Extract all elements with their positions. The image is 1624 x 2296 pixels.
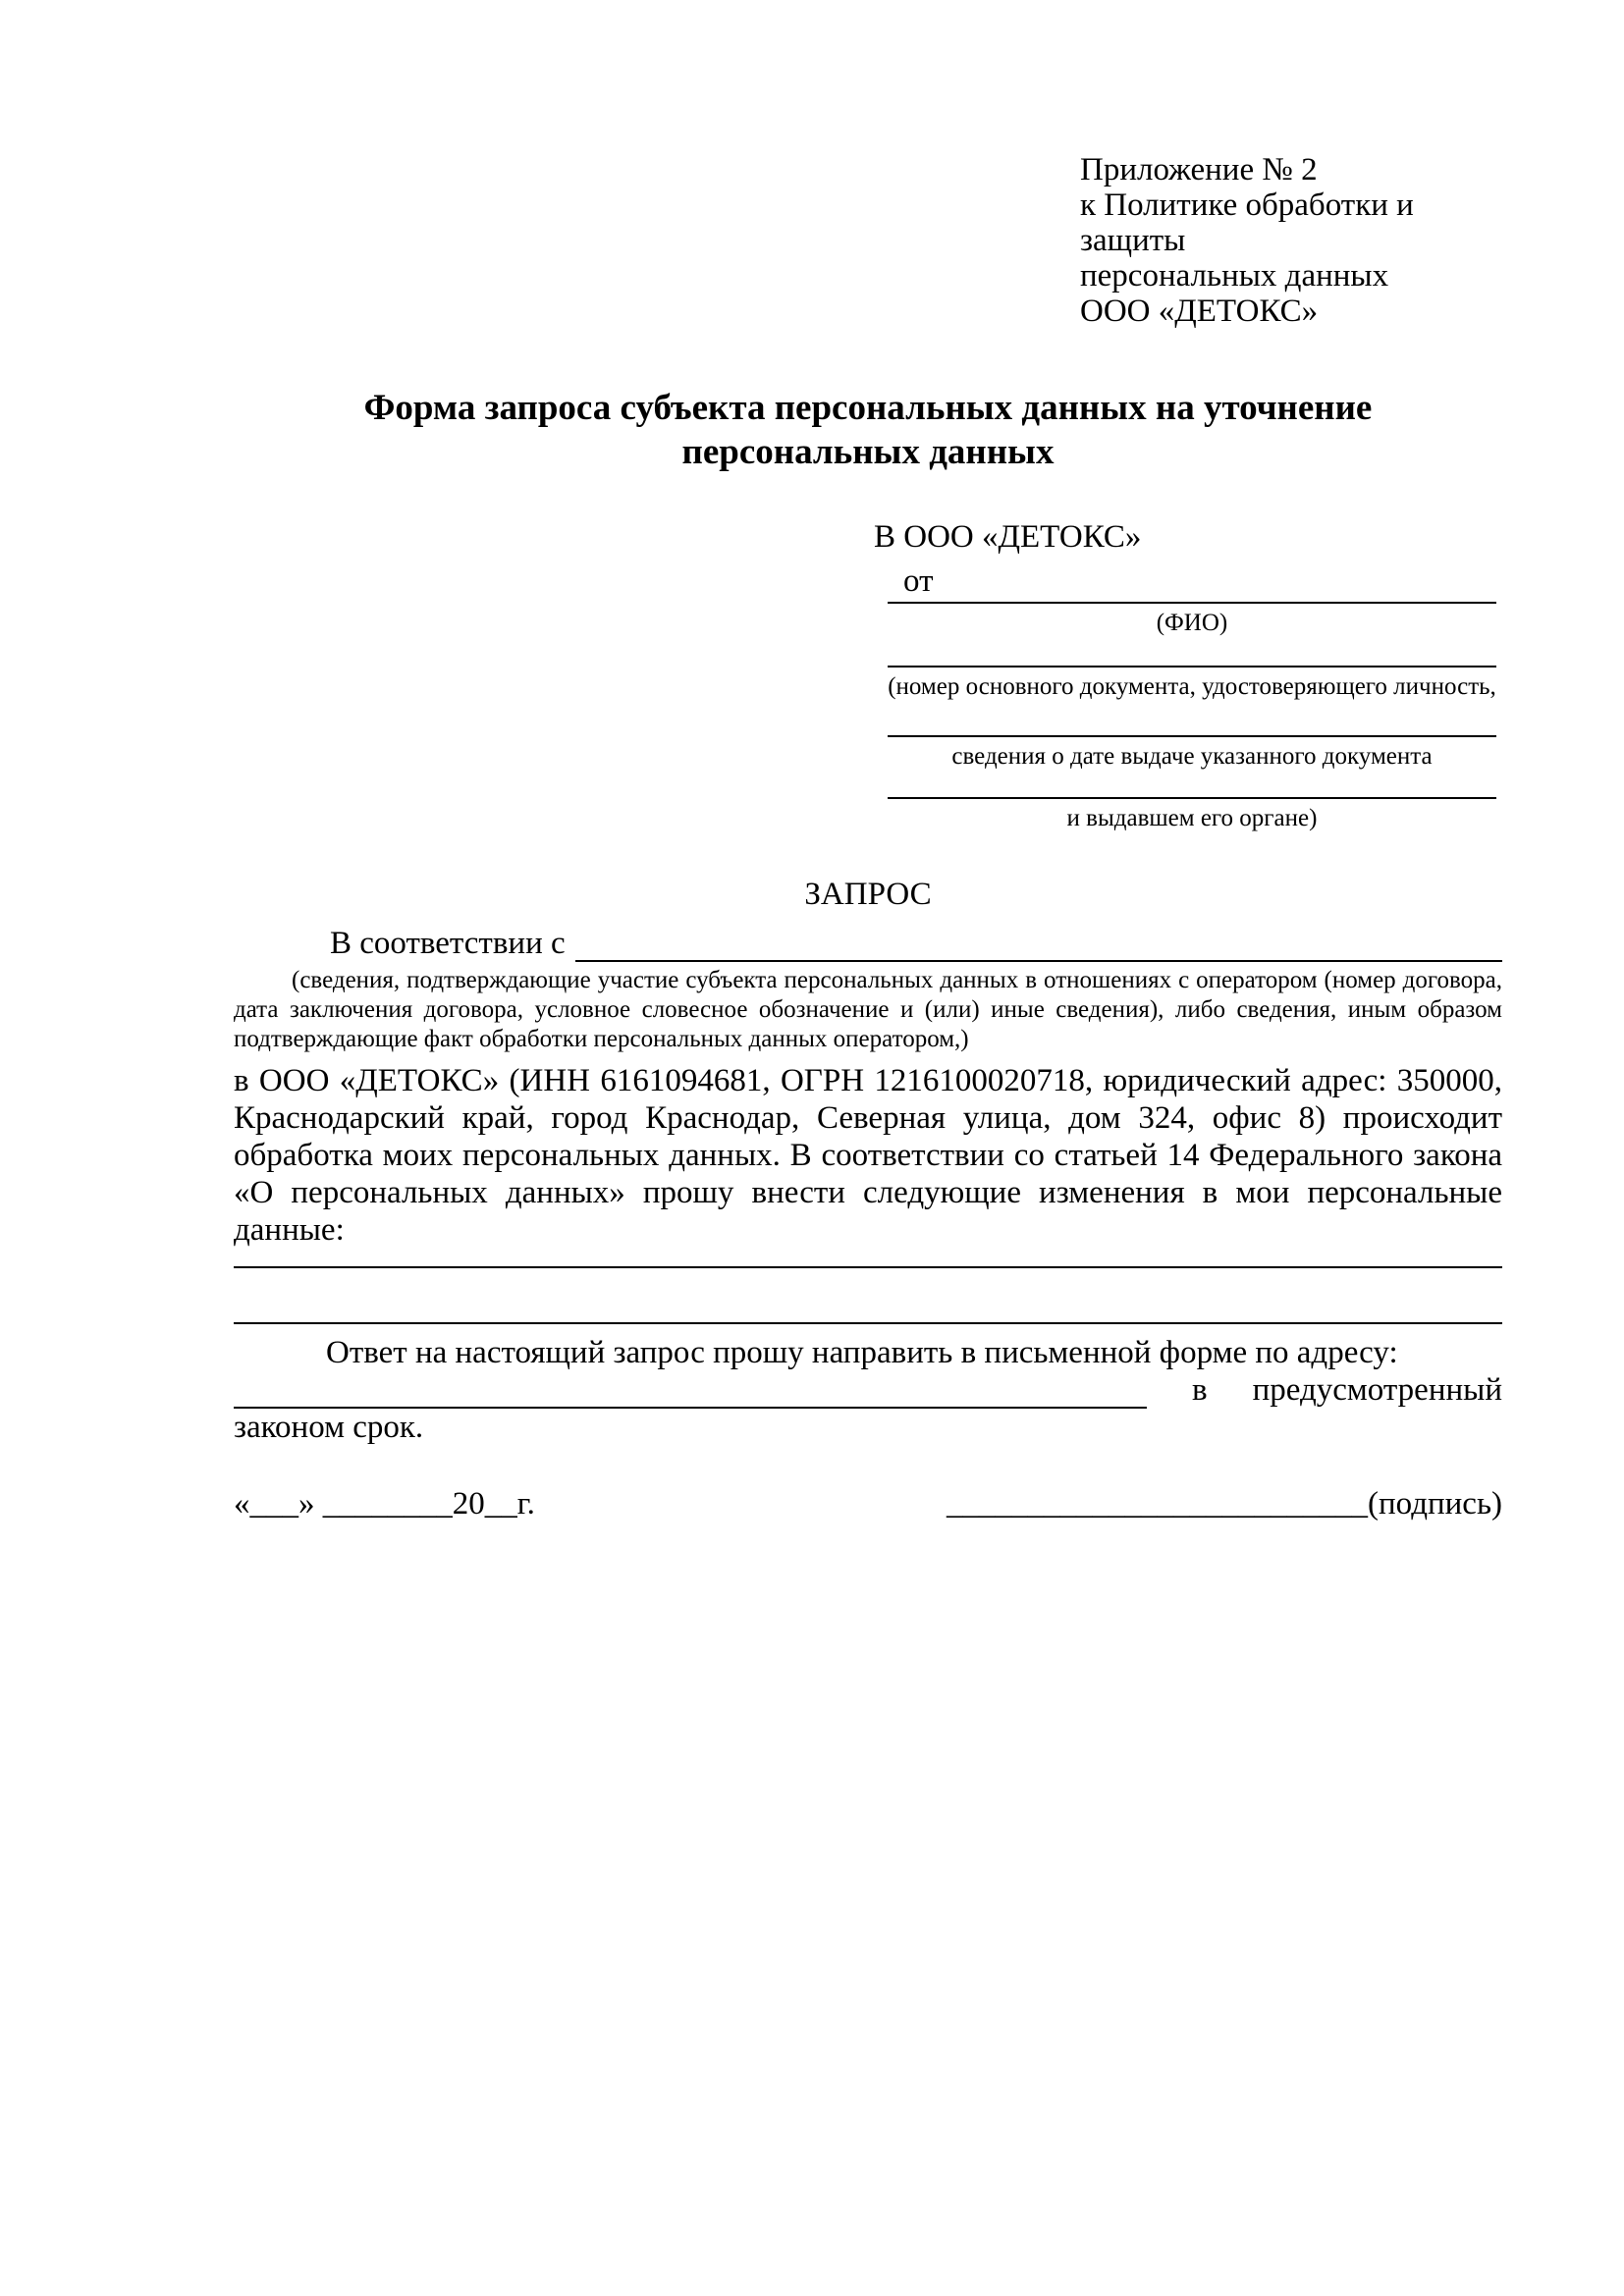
addressee-fields bbox=[888, 602, 1496, 831]
issue-date-blank-line bbox=[888, 735, 1496, 737]
basis-line bbox=[234, 925, 1502, 962]
fio-caption: (ФИО) bbox=[1156, 610, 1228, 636]
annex-line: к Политике обработки и защиты bbox=[1080, 187, 1414, 258]
basis-blank-line bbox=[575, 929, 1502, 962]
reply-ending: законом срок. bbox=[234, 1410, 424, 1445]
annex-line: ООО «ДЕТОКС» bbox=[1080, 294, 1319, 329]
title-line-2: персональных данных bbox=[681, 432, 1055, 472]
document-number-caption: (номер основного документа, удостоверяющего личность, bbox=[888, 673, 1496, 700]
reply-word-predusmotrennyj: предусмотренный bbox=[1252, 1372, 1502, 1408]
changes-blank-line-1 bbox=[234, 1266, 1502, 1268]
issuing-authority-blank-line bbox=[888, 797, 1496, 799]
basis-lead: В соответствии с bbox=[330, 926, 566, 961]
addressee-from-label: от bbox=[903, 563, 934, 599]
issue-date-caption: сведения о дате выдаче указанного документа bbox=[951, 743, 1433, 770]
signature-caption: (подпись) bbox=[1368, 1486, 1502, 1522]
basis-footnote: (сведения, подтверждающие участие субъекта персональных данных в отношениях с оператором (номер договора, дата заключения договора, условное словесное обозначение и (или) иные сведения), либо сведения, иным образом подтверждающие факт обработки персональных данных оператором,) bbox=[234, 967, 1502, 1052]
request-heading: ЗАПРОС bbox=[804, 877, 932, 912]
signature-blank-line: __________________________ bbox=[947, 1486, 1368, 1522]
title-line-1: Форма запроса субъекта персональных данных на уточнение bbox=[363, 388, 1373, 428]
reply-address-blank-line bbox=[234, 1373, 1147, 1409]
document-title bbox=[234, 386, 1502, 474]
addressee-to: В ООО «ДЕТОКС» bbox=[874, 519, 1142, 555]
request-body: в ООО «ДЕТОКС» (ИНН 6161094681, ОГРН 1216100020718, юридический адрес: 350000, Краснодарский край, город Краснодар, Северная улица, дом 324, офис 8) происходит обработка моих персональных данных. В соответствии со статьей 14 Федерального закона «О персональных данных» прошу внести следующие изменения в мои персональные данные: bbox=[234, 1063, 1502, 1248]
spacer bbox=[888, 636, 1496, 666]
document-number-blank-line bbox=[888, 666, 1496, 667]
reply-address-row bbox=[234, 1371, 1502, 1409]
signature-field bbox=[947, 1485, 1502, 1522]
reply-word-v: в bbox=[1192, 1372, 1208, 1408]
date-signature-row bbox=[234, 1485, 1502, 1522]
issuing-authority-caption: и выдавшем его органе) bbox=[1066, 805, 1318, 831]
annex-line: персональных данных bbox=[1080, 258, 1389, 294]
spacer bbox=[888, 700, 1496, 735]
annex-note bbox=[1080, 152, 1502, 329]
annex-line: Приложение № 2 bbox=[1080, 152, 1318, 187]
spacer bbox=[888, 770, 1496, 797]
reply-paragraph: Ответ на настоящий запрос прошу направить в письменной форме по адресу: bbox=[326, 1335, 1398, 1370]
addressee-block bbox=[874, 518, 1496, 831]
changes-blank-line-2 bbox=[234, 1322, 1502, 1324]
date-field: «___» ________20__г. bbox=[234, 1486, 535, 1522]
fio-blank-line bbox=[888, 602, 1496, 604]
